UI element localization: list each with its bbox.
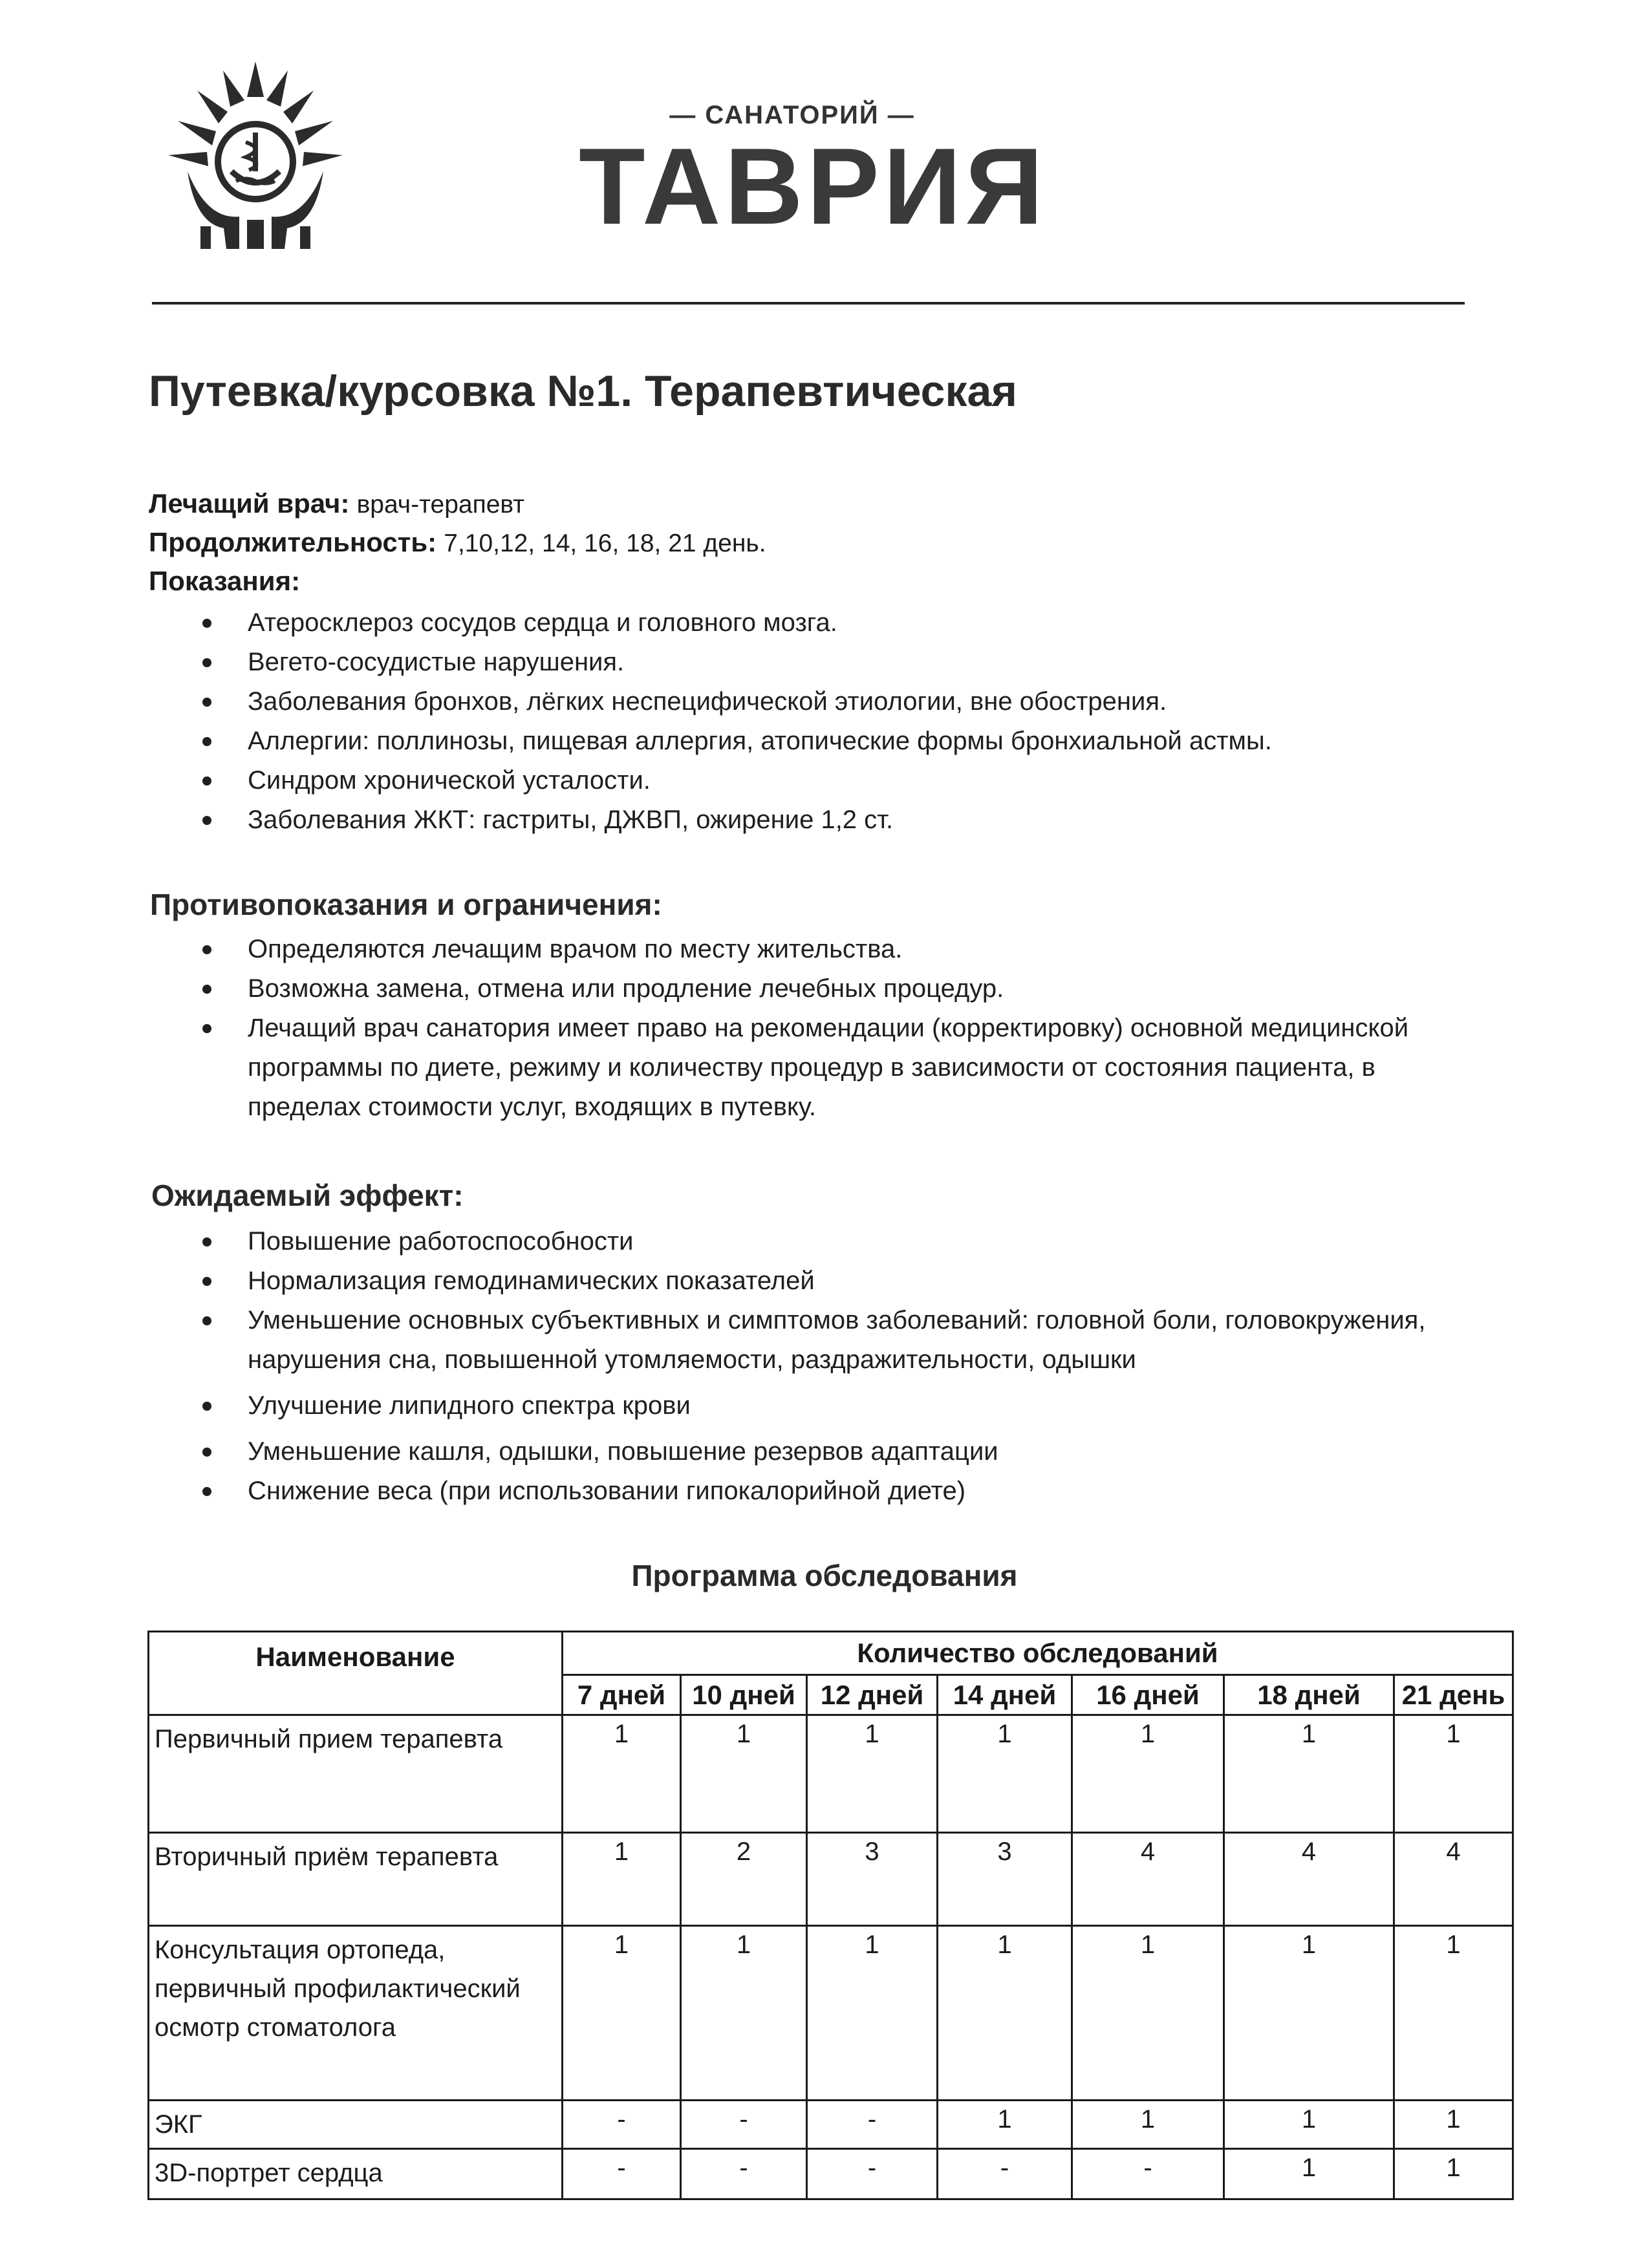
column-header-day: 21 день [1394,1675,1513,1715]
table-cell: - [1072,2149,1224,2199]
table-cell: 1 [1224,1926,1394,2101]
table-cell-name: Консультация ортопеда, первичный профилактический осмотр стоматолога [149,1926,563,2101]
table-cell: - [938,2149,1072,2199]
table-cell: 1 [681,1926,807,2101]
doctor-value: врач-терапевт [356,491,525,519]
table-cell: 1 [1072,2101,1224,2149]
column-header-day: 12 дней [807,1675,938,1715]
table-cell: 3 [938,1833,1072,1926]
table-row [149,1833,1513,1926]
column-header-group: Количество обследований [563,1632,1513,1675]
table-cell-name: Первичный прием терапевта [149,1715,563,1833]
table-row [149,2101,1513,2149]
table-cell: 1 [807,1926,938,2101]
table-cell: 1 [938,2101,1072,2149]
list-item: Уменьшение основных субъективных и симптомов заболеваний: головной боли, головокружения, нарушения сна, повышенной утомляемости, раздражительности, одышки [202,1301,1470,1380]
column-header-day: 7 дней [563,1675,681,1715]
table-cell: - [807,2101,938,2149]
list-item: Синдром хронической усталости. [202,761,1509,800]
sanatorium-logo-icon [162,61,349,249]
table-cell: - [681,2149,807,2199]
table-cell: - [807,2149,938,2199]
table-cell-name: ЭКГ [149,2101,563,2149]
list-item: Аллергии: поллинозы, пищевая аллергия, атопические формы бронхиальной астмы. [202,722,1509,761]
table-cell: - [563,2149,681,2199]
table-row [149,2149,1513,2199]
table-cell: 4 [1072,1833,1224,1926]
list-item: Заболевания ЖКТ: гастриты, ДЖВП, ожирение 1,2 ст. [202,800,1509,840]
table-cell: 4 [1394,1833,1513,1926]
list-item: Определяются лечащим врачом по месту жительства. [202,930,1470,969]
column-header-day: 10 дней [681,1675,807,1715]
doctor-label: Лечащий врач: [149,488,350,519]
table-cell: 1 [1072,1926,1224,2101]
indications-list [202,603,1509,840]
column-header-day: 18 дней [1224,1675,1394,1715]
list-item: Улучшение липидного спектра крови [202,1386,1470,1426]
list-item: Лечащий врач санатория имеет право на рекомендации (корректировку) основной медицинской программы по диете, режиму и количеству процедур в зависимости от состояния пациента, в пределах стоимости услуг, входящих в путевку. [202,1009,1470,1127]
table-cell: 1 [1224,1715,1394,1833]
list-item: Возможна замена, отмена или продление лечебных процедур. [202,969,1470,1009]
table-header-row [149,1632,1513,1675]
header-divider [152,302,1465,305]
list-item: Снижение веса (при использовании гипокалорийной диете) [202,1471,1470,1511]
brand-subtitle: — САНАТОРИЙ — [669,101,915,129]
page-title: Путевка/курсовка №1. Терапевтическая [149,367,1017,416]
list-item: Повышение работоспособности [202,1222,1470,1261]
doctor-line [149,485,766,524]
list-item: Уменьшение кашля, одышки, повышение резервов адаптации [202,1432,1470,1471]
column-header-day: 14 дней [938,1675,1072,1715]
table-cell: 1 [1394,2101,1513,2149]
duration-value: 7,10,12, 14, 16, 18, 21 день. [444,530,766,557]
table-cell: 1 [563,1715,681,1833]
table-cell: 3 [807,1833,938,1926]
program-info [149,485,766,601]
column-header-day: 16 дней [1072,1675,1224,1715]
contraindications-list [202,930,1470,1127]
table-cell: 1 [1394,2149,1513,2199]
list-item: Вегето-сосудистые нарушения. [202,643,1509,682]
expected-effect-heading: Ожидаемый эффект: [151,1179,464,1212]
table-cell: 1 [807,1715,938,1833]
indications-heading [149,562,766,601]
table-cell: - [681,2101,807,2149]
table-row [149,1926,1513,2101]
brand-name [579,97,1048,247]
table-cell: 1 [1224,2101,1394,2149]
table-cell: 1 [1394,1926,1513,2101]
table-cell: 1 [1394,1715,1513,1833]
table-cell: - [563,2101,681,2149]
table-cell: 1 [563,1926,681,2101]
table-cell: 1 [563,1833,681,1926]
table-cell: 1 [681,1715,807,1833]
contraindications-heading: Противопоказания и ограничения: [150,888,662,921]
table-cell: 1 [938,1715,1072,1833]
list-item: Атеросклероз сосудов сердца и головного мозга. [202,603,1509,643]
exam-program-title: Программа обследования [631,1559,1018,1592]
duration-label: Продолжительность: [149,527,437,557]
table-cell: 2 [681,1833,807,1926]
table-cell-name: 3D-портрет сердца [149,2149,563,2199]
table-cell: 1 [1072,1715,1224,1833]
table-cell: 4 [1224,1833,1394,1926]
table-cell-name: Вторичный приём терапевта [149,1833,563,1926]
table-cell: 1 [938,1926,1072,2101]
list-item: Заболевания бронхов, лёгких неспецифической этиологии, вне обострения. [202,682,1509,722]
expected-effect-list [202,1222,1470,1511]
column-header-name: Наименование [149,1632,563,1715]
table-row [149,1715,1513,1833]
indications-label: Показания: [149,566,301,596]
table-cell: 1 [1224,2149,1394,2199]
brand-title: ТАВРИЯ [579,125,1048,247]
duration-line [149,524,766,562]
exam-program-table [147,1631,1514,2200]
list-item: Нормализация гемодинамических показателей [202,1261,1470,1301]
